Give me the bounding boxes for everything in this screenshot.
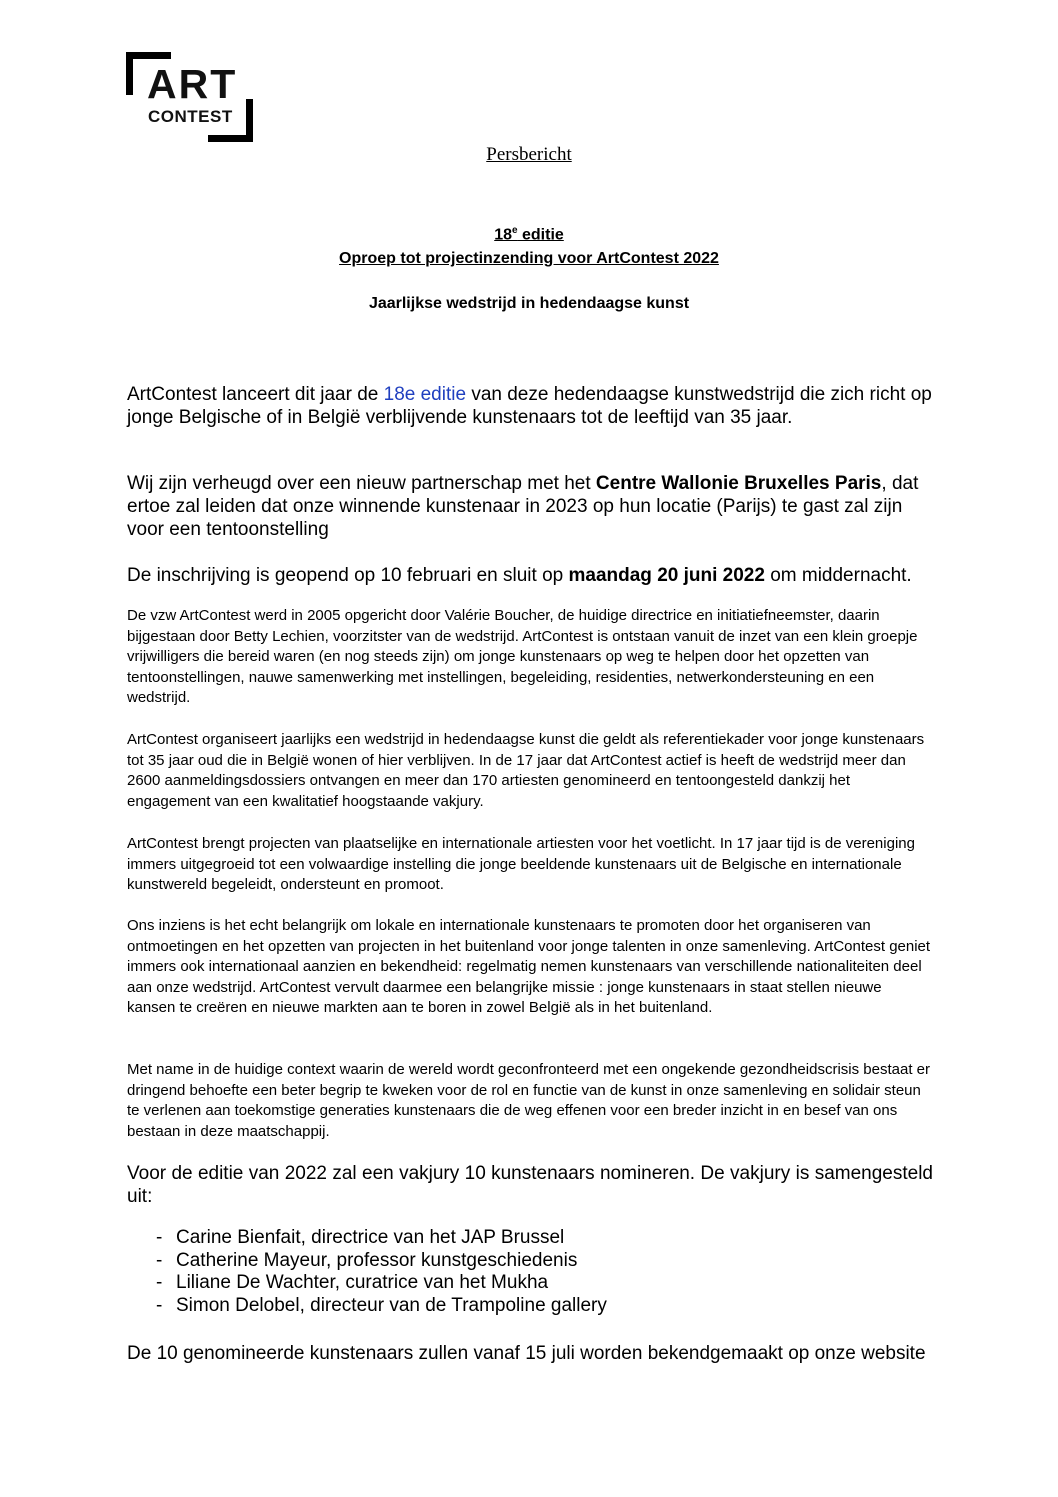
intro-paragraph — [127, 383, 933, 429]
registration-text-before: De inschrijving is geopend op 10 februari en sluit op — [127, 565, 569, 586]
partner-name: Centre Wallonie Bruxelles Paris — [595, 473, 882, 494]
artcontest-logo — [126, 52, 253, 142]
logo-text-contest: CONTEST — [148, 107, 233, 126]
logo-text-art: ART — [147, 61, 238, 107]
partnership-text-after: , dat ertoe zal leiden dat onze winnende kunstenaar in 2023 op hun locatie (Parijs) te gast zal zijn voor een tentoonstelling — [127, 473, 919, 540]
body-paragraph: Ons inziens is het echt belangrijk om lokale en internationale kunstenaars te promoten door het organiseren van ontmoetingen en het opzetten van projecten in het buitenland voor jonge talenten in onze samenleving. ArtContest geniet immers ook internationaal aanzien en bekendheid: regelmatig nemen kunstenaars van verschillende nationaliteiten deel aan onze wedstrijd. ArtContest vervult daarmee een belangrijke missie : jonge kunstenaars in staat stellen nieuwe kansen te creëren en nieuwe markten aan te boren in zowel België als in het buitenland. — [127, 917, 931, 1016]
partnership-paragraph — [127, 472, 933, 541]
body-paragraph: ArtContest brengt projecten van plaatselijke en internationale artiesten voor het voetlicht. In 17 jaar tijd is de vereniging immers uitgegroeid tot een volwaardige instelling die jonge beeldende kunstenaars uit de Belgische en internationale kunstwereld begeleidt, ondersteunt en promoot. — [127, 835, 915, 893]
body-paragraph: ArtContest organiseert jaarlijks een wedstrijd in hedendaagse kunst die geldt als referentiekader voor jonge kunstenaars tot 35 jaar oud die in België wonen of hier verblijven. In de 17 jaar dat ArtContest actief is heeft de wedstrijd meer dan 2600 aanmeldingsdossiers ontvangen en meer dan 170 artiesten genomineerd en tentoongesteld dankzij het engagement van een kwalitatief hoogstaande vakjury. — [127, 731, 925, 810]
closing-paragraph: De 10 genomineerde kunstenaars zullen vanaf 15 juli worden bekendgemaakt op onze website — [127, 1343, 926, 1364]
jury-member: - Catherine Mayeur, professor kunstgeschiedenis — [158, 1250, 607, 1273]
edition-superscript: e — [512, 225, 518, 236]
intro-text-before: ArtContest lanceert dit jaar de — [127, 384, 384, 405]
edition-heading — [0, 225, 1058, 244]
body-paragraph: Met name in de huidige context waarin de wereld wordt geconfronteerd met een ongekende gezondheidscrisis bestaat er dringend behoefte een beter begrip te kweken voor de rol en functie van de kunst in onze samenleving en solidair steun te verlenen aan toekomstige generaties kunstenaars die de weg effenen voor een breder inzicht in en besef van ons bestaan in deze maatschappij. — [127, 1061, 930, 1140]
registration-deadline: maandag 20 juni 2022 — [568, 565, 765, 586]
jury-list — [158, 1227, 607, 1317]
document-title: Oproep tot projectinzending voor ArtContest 2022 — [339, 250, 719, 267]
document-type-heading: Persbericht — [486, 144, 572, 165]
intro-text-after: van deze hedendaagse kunstwedstrijd die zich richt op jonge Belgische of in België verblijvende kunstenaars tot de leeftijd van 35 jaar. — [127, 384, 932, 428]
edition-link[interactable]: 18e editie — [383, 384, 467, 405]
partnership-text-before: Wij zijn verheugd over een nieuw partnerschap met het — [127, 473, 596, 494]
jury-member: - Carine Bienfait, directrice van het JAP Brussel — [158, 1227, 607, 1250]
jury-intro-paragraph: Voor de editie van 2022 zal een vakjury 10 kunstenaars nomineren. De vakjury is samengesteld uit: — [127, 1163, 933, 1207]
body-paragraph: De vzw ArtContest werd in 2005 opgericht door Valérie Boucher, de huidige directrice en initiatiefneemster, daarin bijgestaan door Betty Lechien, voorzitster van de wedstrijd. ArtContest is ontstaan vanuit de inzet van een klein groepje vrijwilligers die bereid waren (en nog steeds zijn) om jonge kunstenaars op weg te helpen door het opzetten van tentoonstellingen, nauwe samenwerking met instellingen, begeleiding, residenties, netwerkondersteuning en een wedstrijd. — [127, 607, 918, 706]
registration-paragraph — [127, 564, 933, 587]
edition-number: 18 — [494, 226, 512, 244]
jury-member: - Liliane De Wachter, curatrice van het Mukha — [158, 1272, 607, 1295]
document-subtitle: Jaarlijkse wedstrijd in hedendaagse kunst — [368, 295, 690, 312]
registration-text-after: om middernacht. — [764, 565, 912, 586]
edition-word: editie — [517, 226, 564, 244]
jury-member: - Simon Delobel, directeur van de Trampoline gallery — [158, 1295, 607, 1318]
